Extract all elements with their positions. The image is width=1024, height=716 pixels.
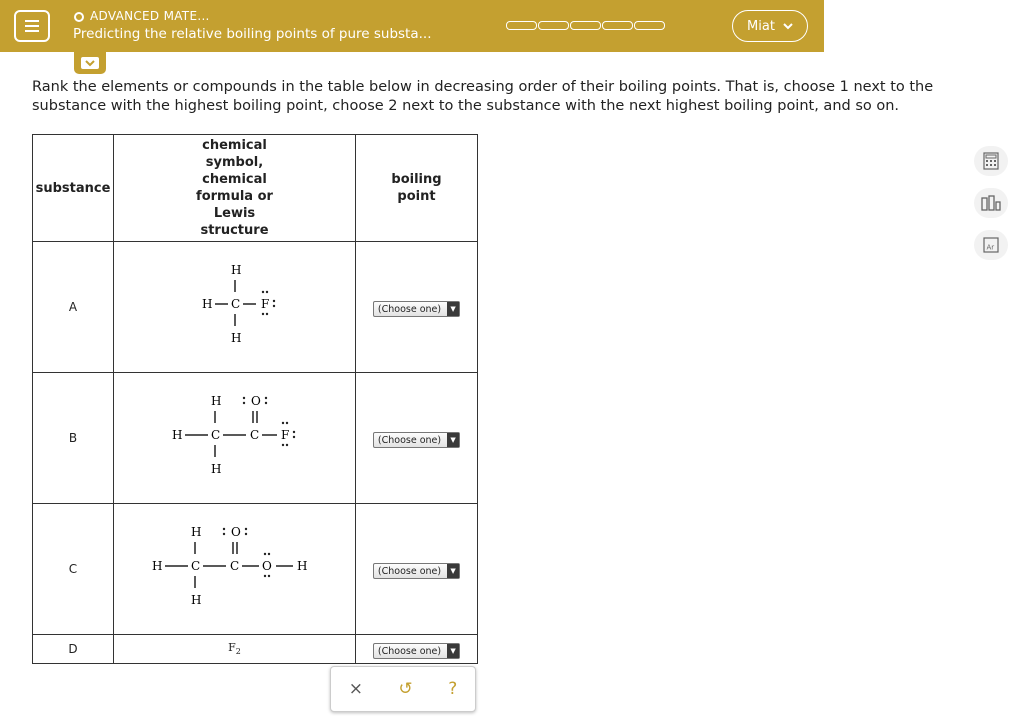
user-name: Miat [747,18,775,34]
chevron-down-icon [783,22,793,30]
row-label: A [33,242,114,373]
svg-text:H: H [190,593,201,607]
lewis-structure [114,373,356,504]
chevron-down-icon [85,60,95,67]
side-toolbar [974,146,1008,272]
svg-text:H: H [171,428,182,442]
page-title: Predicting the relative boiling points of pure substa... [73,26,432,42]
row-label: C [33,504,114,635]
row-label: D [33,635,114,664]
svg-text:O: O [230,525,241,539]
svg-text:F: F [280,428,289,442]
top-bar [0,0,824,52]
table-row [33,242,478,373]
undo-button[interactable]: ↺ [398,679,413,699]
collapse-header-button[interactable] [74,52,106,74]
dropdown-arrow-icon: ▼ [447,433,459,447]
substance-table [32,134,478,664]
dropdown-arrow-icon: ▼ [447,302,459,316]
periodic-table-icon[interactable] [974,230,1008,260]
progress-bar [506,21,666,30]
svg-text:O: O [250,394,261,408]
svg-text:C: C [229,559,239,573]
boiling-point-select[interactable]: (Choose one) ▼ [373,432,460,448]
svg-text:H: H [210,462,221,476]
help-button[interactable]: ? [448,679,458,699]
chemical-formula: $F_2$ [114,635,356,664]
header-formula: chemical symbol, chemical formula or Lewis structure [114,135,356,242]
svg-text:C: C [190,559,200,573]
boiling-point-select[interactable]: (Choose one) ▼ [373,563,460,579]
chart-icon[interactable] [974,188,1008,218]
course-label: ADVANCED MATE... [90,9,210,23]
svg-text:H: H [230,263,241,277]
action-bar [330,666,476,712]
instructions: Rank the elements or compounds in the table below in decreasing order of their boiling points. That is, choose 1 next to the substance with the highest boiling point, choose 2 next to the substance with the next highest boiling point, and so on. [32,79,934,114]
svg-text:H: H [151,559,162,573]
svg-text:Ar: Ar [986,243,995,252]
svg-text:H: H [230,331,241,345]
table-row [33,504,478,635]
header-substance: substance [33,135,114,242]
svg-text:H: H [201,297,212,311]
table-row [33,373,478,504]
clear-button[interactable]: × [348,679,363,699]
dropdown-arrow-icon: ▼ [447,644,459,658]
menu-icon[interactable] [14,10,50,42]
boiling-point-select[interactable]: (Choose one) ▼ [373,301,460,317]
status-circle-icon [74,12,84,22]
svg-text:H: H [210,394,221,408]
calculator-icon[interactable] [974,146,1008,176]
boiling-point-select[interactable]: (Choose one) ▼ [373,643,460,659]
svg-text:H: H [296,559,307,573]
svg-text:C: C [230,297,240,311]
svg-text:O: O [261,559,272,573]
svg-text:H: H [190,525,201,539]
lewis-structure [114,242,356,373]
svg-text:C: C [210,428,220,442]
table-row [33,635,478,664]
svg-text:F: F [260,297,269,311]
row-label: B [33,373,114,504]
svg-text:C: C [249,428,259,442]
lewis-structure [114,504,356,635]
dropdown-arrow-icon: ▼ [447,564,459,578]
header-boiling-point: boiling point [356,135,478,242]
user-menu-button[interactable] [732,10,808,42]
